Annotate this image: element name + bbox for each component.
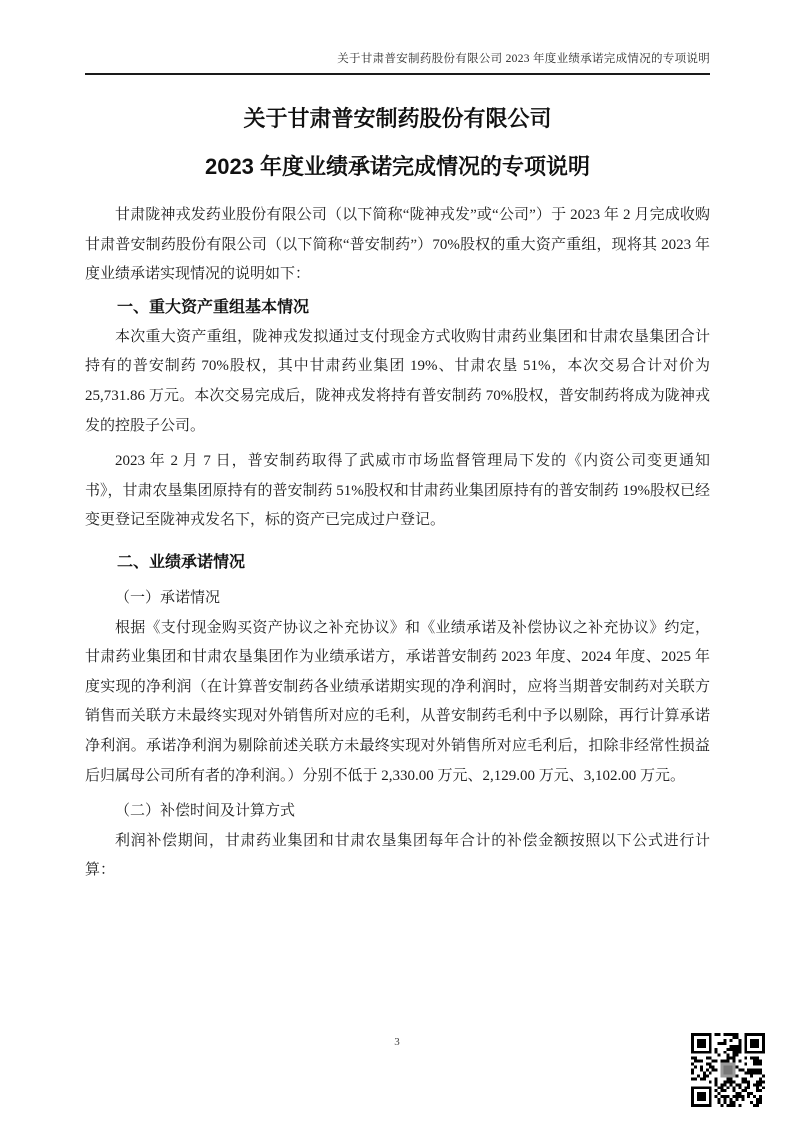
section2-paragraph-2: 利润补偿期间，甘肃药业集团和甘肃农垦集团每年合计的补偿金额按照以下公式进行计算： xyxy=(85,832,710,879)
document-title-line1: 关于甘肃普安制药股份有限公司 xyxy=(243,106,552,131)
document-title-line2: 2023 年度业绩承诺完成情况的专项说明 xyxy=(204,154,591,179)
page-number: 3 xyxy=(394,1036,400,1048)
section1-heading: 一、重大资产重组基本情况 xyxy=(117,298,310,316)
section1-paragraph-1: 本次重大资产重组，陇神戎发拟通过支付现金方式收购甘肃药业集团和甘肃农垦集团合计持有的普安制药 70%股权，其中甘肃药业集团 19%、甘肃农垦 51%，本次交易合计对价为 25,731.86 万元。本次交易完成后，陇神戎发将持有普安制药 70%股权，普安制药将成为陇神戎发的控股子公司。 xyxy=(85,328,710,434)
document-body xyxy=(85,201,710,886)
content-area xyxy=(85,0,710,886)
qr-code-icon xyxy=(691,1033,765,1107)
section2-heading: 二、业绩承诺情况 xyxy=(117,553,246,571)
intro-paragraph: 甘肃陇神戎发药业股份有限公司（以下简称“陇神戎发”或“公司”）于 2023 年 2 月完成收购甘肃普安制药股份有限公司（以下简称“普安制药”）70%股权的重大资产重组，现将其 2023 年度业绩承诺实现情况的说明如下： xyxy=(85,207,710,283)
running-header: 关于甘肃普安制药股份有限公司 2023 年度业绩承诺完成情况的专项说明 xyxy=(85,0,710,75)
section2-paragraph-1: 根据《支付现金购买资产协议之补充协议》和《业绩承诺及补偿协议之补充协议》约定，甘肃药业集团和甘肃农垦集团作为业绩承诺方，承诺普安制药 2023 年度、2024 年度、2025 年度实现的净利润（在计算普安制药各业绩承诺期实现的净利润时，应将当期普安制药对关联方销售而关联方未最终实现对外销售所对应的毛利，从普安制药毛利中予以剔除，再行计算承诺净利润。承诺净利润为剔除前述关联方未最终实现对外销售所对应毛利后，扣除非经常性损益后归属母公司所有者的净利润。）分别不低于 2,330.00 万元、2,129.00 万元、3,102.00 万元。 xyxy=(85,619,710,784)
document-title xyxy=(85,95,710,191)
section2-subheading-1: （一）承诺情况 xyxy=(115,589,221,606)
section2-subheading-2: （二）补偿时间及计算方式 xyxy=(115,803,296,820)
section1-paragraph-2: 2023 年 2 月 7 日，普安制药取得了武威市市场监督管理局下发的《内资公司变更通知书》，甘肃农垦集团原持有的普安制药 51%股权和甘肃药业集团原持有的普安制药 19%股权已经变更登记至陇神戎发名下，标的资产已完成过户登记。 xyxy=(85,453,710,529)
